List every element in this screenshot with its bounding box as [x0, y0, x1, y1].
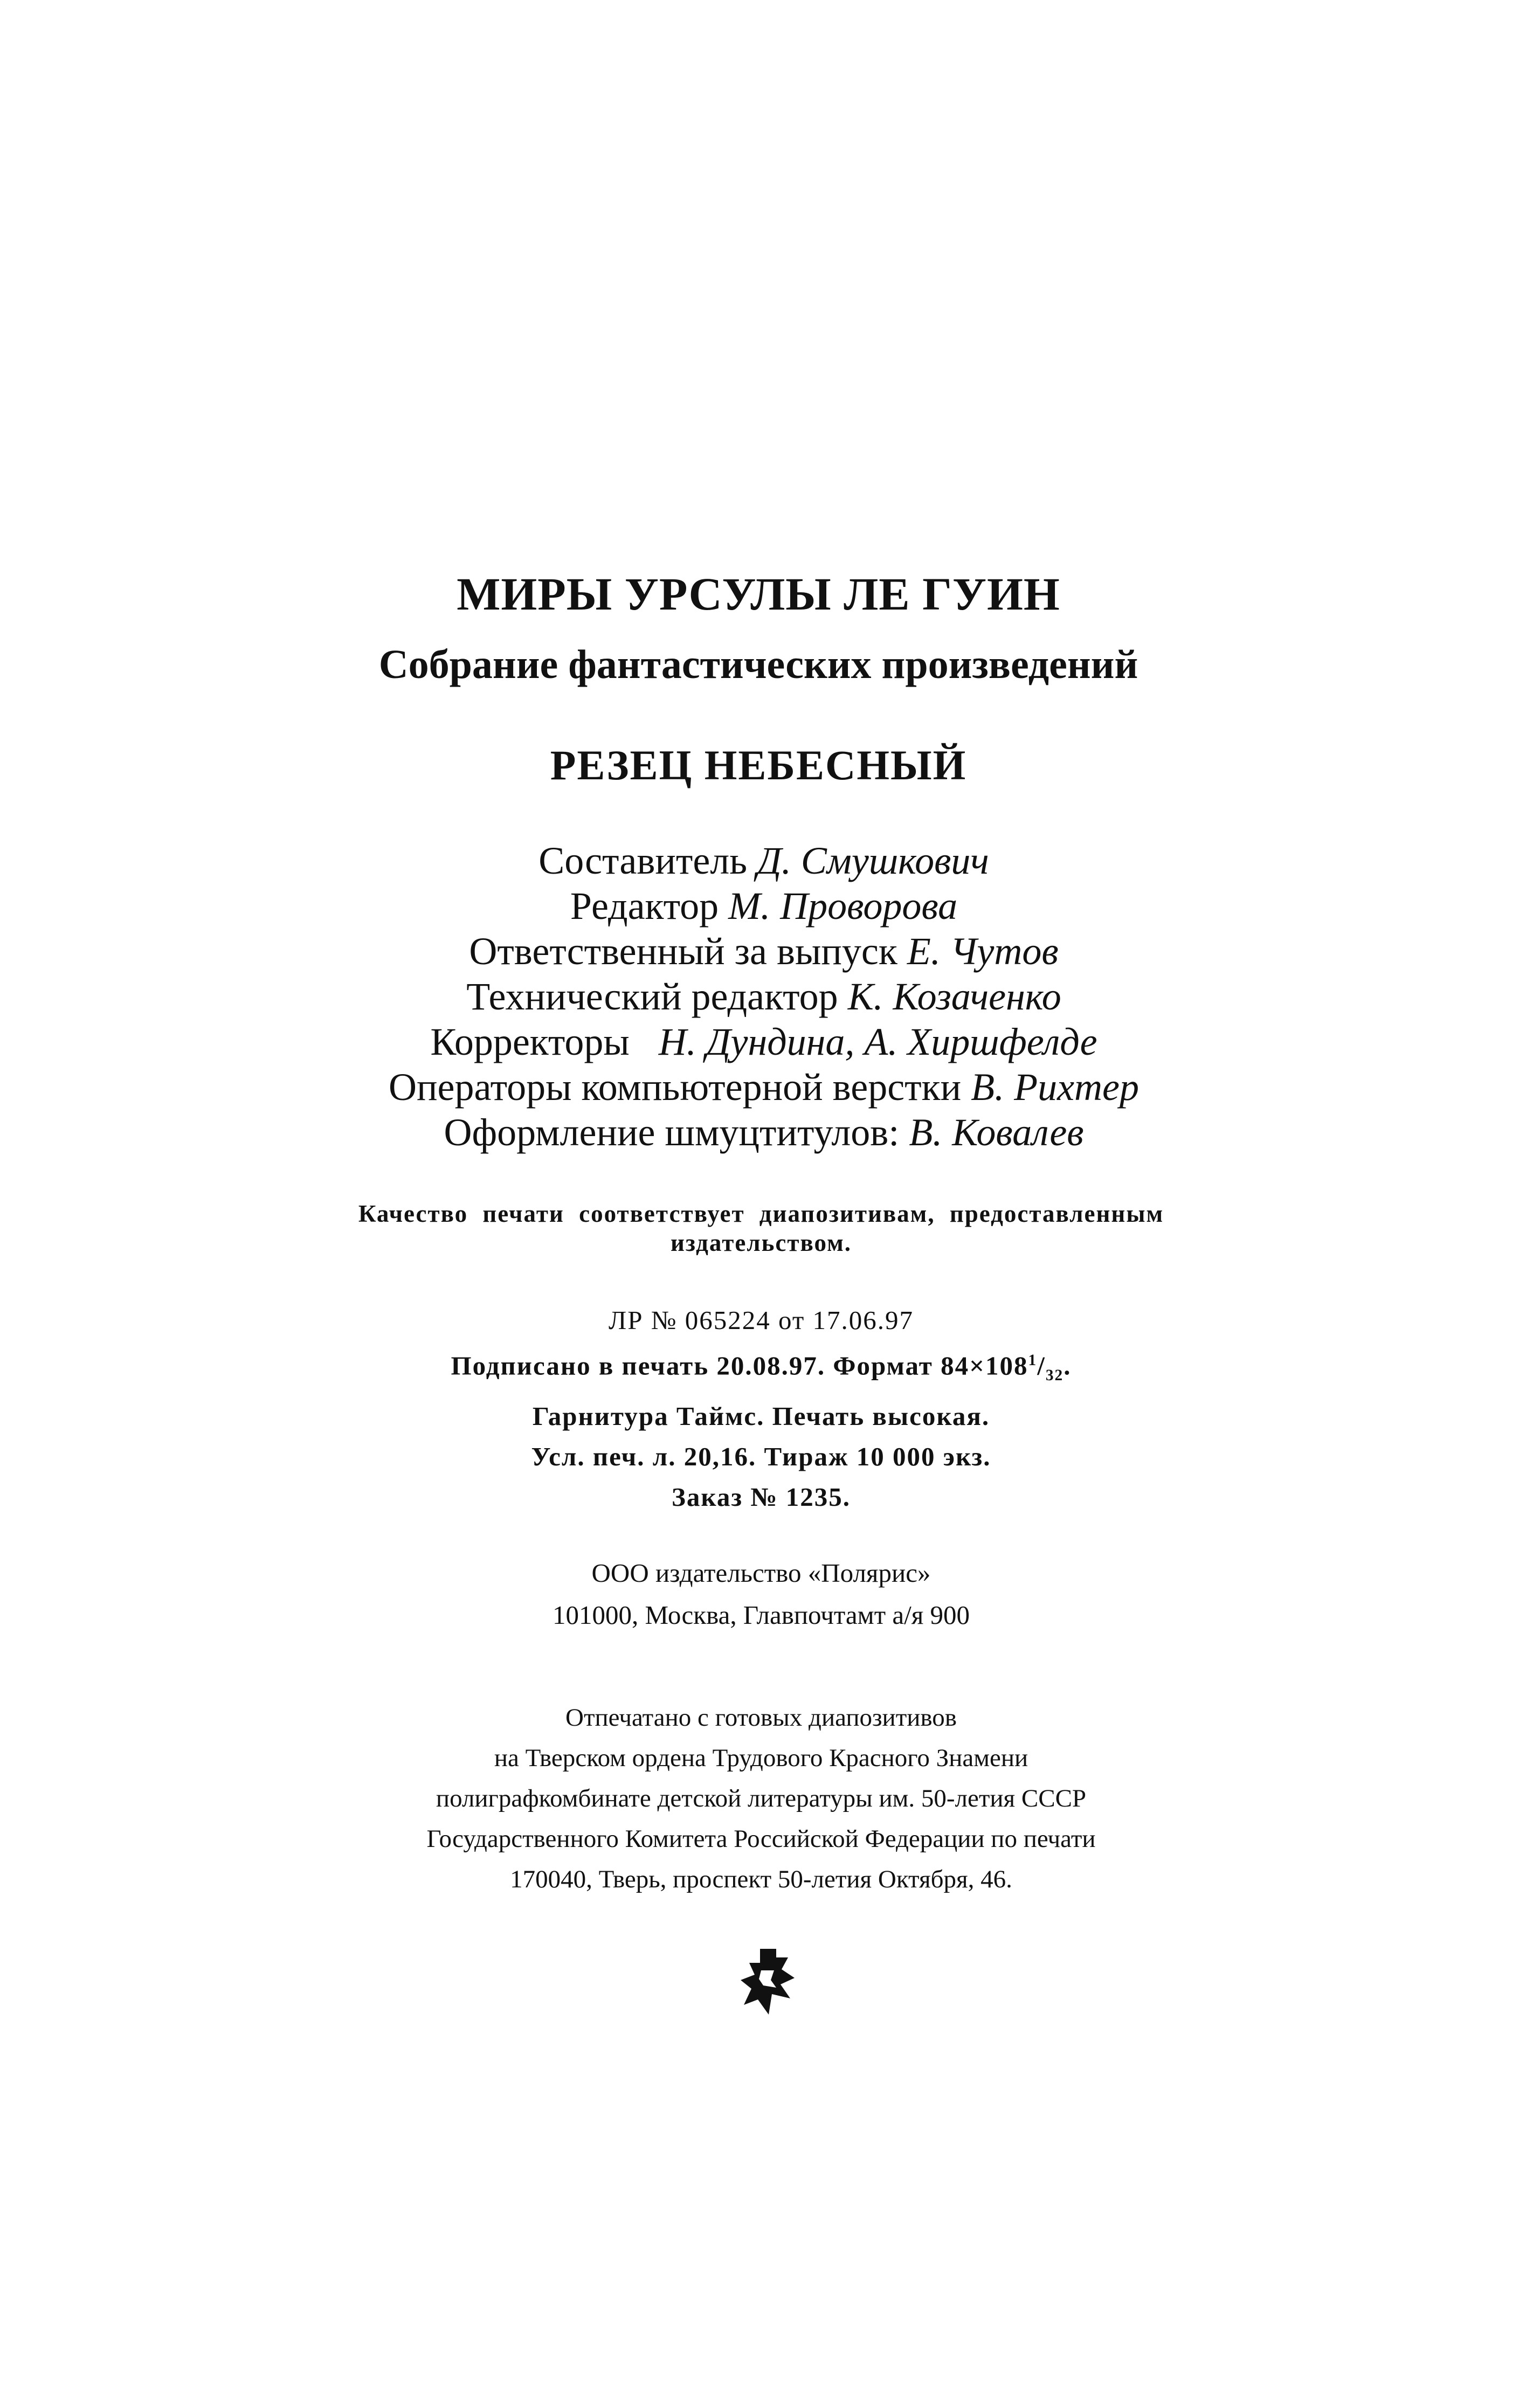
credit-role: Операторы компьютерной верстки	[388, 1065, 962, 1109]
imprint-block	[0, 1300, 1533, 1517]
credit-compiler	[0, 838, 1533, 883]
series-title: МИРЫ УРСУЛЫ ЛЕ ГУИН	[457, 568, 1060, 620]
credit-role: Корректоры	[430, 1020, 630, 1063]
printer-line: 170040, Тверь, проспект 50-летия Октября, 46.	[510, 1865, 1012, 1893]
order-line: Заказ № 1235.	[671, 1482, 851, 1512]
printer-logo-icon	[738, 1947, 798, 2017]
credits-list	[0, 838, 1533, 1155]
printer-line: на Тверском ордена Трудового Красного Знамени	[494, 1744, 1028, 1772]
note-line: Качество печати соответствует диапозитивам, предоставленным	[358, 1200, 1164, 1227]
sheets-line: Усл. печ. л. 20,16. Тираж 10 000 экз.	[531, 1442, 991, 1472]
credit-proofreaders	[0, 1019, 1533, 1064]
credit-role: Оформление шмуцтитулов:	[444, 1111, 900, 1154]
printer-line: Отпечатано с готовых диапозитивов	[565, 1704, 957, 1732]
credit-name: К. Козаченко	[847, 975, 1061, 1018]
credit-role: Редактор	[570, 884, 719, 928]
publisher-name: ООО издательство «Полярис»	[591, 1558, 931, 1588]
credit-name: Н. Дундина, А. Хиршфелде	[658, 1020, 1097, 1063]
signed-text: Подписано в печать 20.08.97. Формат 84×108	[451, 1351, 1028, 1381]
book-title-block	[0, 738, 1533, 792]
print-quality-note	[0, 1199, 1533, 1257]
credit-technical-editor	[0, 974, 1533, 1019]
signed-suffix: .	[1064, 1351, 1072, 1381]
credit-name: Е. Чутов	[907, 930, 1059, 973]
credit-role: Ответственный за выпуск	[469, 930, 897, 973]
printer-block	[0, 1698, 1533, 1900]
credit-role: Технический редактор	[466, 975, 838, 1018]
credit-name: В. Рихтер	[971, 1065, 1139, 1109]
publisher-address: 101000, Москва, Главпочтамт а/я 900	[552, 1600, 970, 1630]
license-number: ЛР № 065224 от 17.06.97	[608, 1305, 914, 1335]
credit-design	[0, 1110, 1533, 1155]
credit-role: Составитель	[538, 839, 748, 882]
credit-layout-operators	[0, 1064, 1533, 1110]
series-subtitle: Собрание фантастических произведений	[378, 642, 1138, 687]
printer-line: Государственного Комитета Российской Федерации по печати	[426, 1825, 1096, 1853]
signed-to-print	[0, 1340, 1533, 1396]
format-numerator: 1	[1028, 1352, 1038, 1369]
credit-name: М. Проворова	[728, 884, 958, 928]
book-title: РЕЗЕЦ НЕБЕСНЫЙ	[550, 742, 967, 788]
typeface-line: Гарнитура Таймс. Печать высокая.	[532, 1401, 990, 1431]
credit-editor	[0, 883, 1533, 929]
credit-name: Д. Смушкович	[757, 839, 989, 882]
format-separator: /	[1037, 1351, 1046, 1381]
format-denominator: 32	[1045, 1367, 1064, 1385]
printer-line: полиграфкомбинате детской литературы им. 50-летия СССР	[436, 1784, 1087, 1812]
title-block	[0, 566, 1533, 691]
publisher-block	[0, 1552, 1533, 1636]
credit-name: В. Ковалев	[909, 1111, 1084, 1154]
credit-release-manager	[0, 929, 1533, 974]
note-line: издательством.	[670, 1229, 852, 1256]
